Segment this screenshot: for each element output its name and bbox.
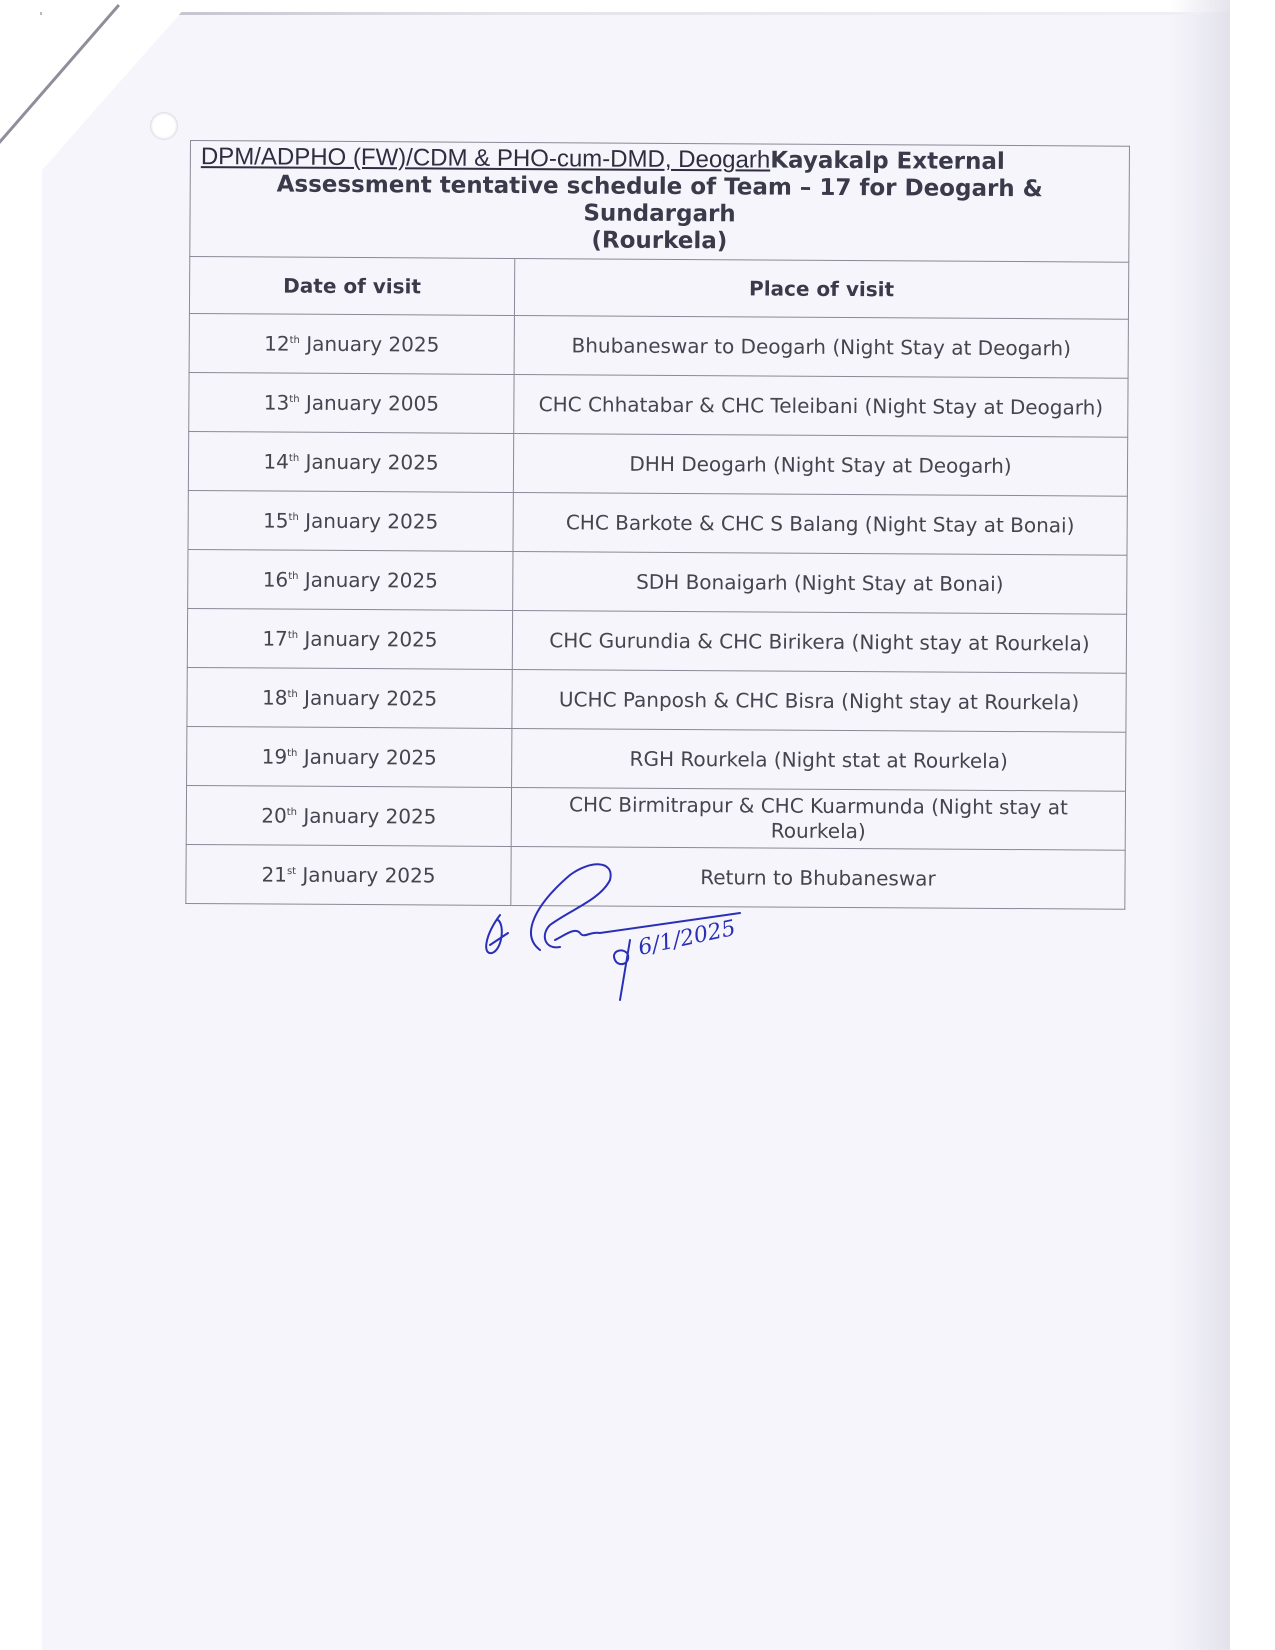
header-row (189, 257, 1128, 320)
date-month-year: January 2025 (302, 862, 436, 888)
table-row (189, 313, 1128, 378)
title-row (190, 141, 1130, 263)
table-row (187, 726, 1126, 791)
visit-place: RGH Rourkela (Night stat at Rourkela) (512, 728, 1126, 791)
folded-corner (42, 0, 192, 170)
date-suffix: th (286, 806, 298, 819)
page-shadow (1170, 0, 1230, 1650)
date-month-year: January 2025 (305, 508, 439, 534)
date-month-year: January 2025 (304, 567, 438, 593)
table-row (188, 490, 1127, 555)
schedule-table (185, 140, 1130, 910)
date-month-year: January 2025 (303, 803, 437, 829)
table-row (188, 549, 1127, 614)
date-month-year: January 2025 (305, 449, 439, 475)
date-month-year: January 2025 (303, 744, 437, 770)
date-month-year: January 2025 (306, 331, 440, 357)
header-place: Place of visit (514, 258, 1128, 319)
table-row (187, 608, 1126, 673)
date-suffix: th (288, 452, 300, 465)
date-day: 19 (261, 744, 288, 769)
date-suffix: th (289, 334, 300, 347)
date-day: 17 (262, 626, 288, 651)
visit-place: Return to Bhubaneswar (511, 846, 1125, 909)
date-day: 12 (264, 331, 290, 356)
table-row (186, 785, 1125, 850)
title-office: DPM/ADPHO (FW)/CDM & PHO-cum-DMD, Deogarh (200, 143, 771, 174)
date-day: 18 (261, 685, 288, 710)
visit-place: Bhubaneswar to Deogarh (Night Stay at Deogarh) (514, 315, 1128, 378)
visit-date (186, 785, 511, 846)
visit-place: CHC Gurundia & CHC Birikera (Night stay at Rourkela) (512, 610, 1126, 673)
visit-place: CHC Birmitrapur & CHC Kuarmunda (Night stay at Rourkela) (511, 787, 1125, 850)
date-day: 14 (263, 449, 289, 474)
date-suffix: th (288, 511, 299, 524)
visit-date (189, 372, 514, 433)
date-day: 15 (263, 508, 289, 533)
visit-place: UCHC Panposh & CHC Bisra (Night stay at Rourkela) (512, 669, 1126, 732)
date-day: 21 (261, 862, 288, 887)
visit-date (188, 431, 513, 492)
visit-date (186, 844, 511, 905)
date-suffix: th (289, 393, 300, 406)
visit-place: DHH Deogarh (Night Stay at Deogarh) (513, 433, 1127, 496)
date-day: 20 (261, 803, 287, 828)
visit-date (187, 667, 512, 728)
date-month-year: January 2025 (304, 685, 438, 711)
visit-date (187, 608, 512, 669)
handwritten-signature (480, 855, 780, 1005)
visit-date (189, 313, 514, 374)
document-title (190, 141, 1130, 263)
date-suffix: th (287, 688, 298, 701)
scan-edge-left (0, 0, 42, 1650)
signature-date: 6/1/2025 (636, 915, 738, 961)
date-month-year: January 2025 (304, 626, 438, 652)
visit-date (187, 726, 512, 787)
title-kayakalp: Kayakalp External (770, 147, 1005, 175)
visit-date (188, 549, 513, 610)
date-day: 16 (262, 567, 289, 592)
date-suffix: th (287, 747, 298, 760)
date-suffix: th (288, 570, 299, 583)
schedule-document (185, 140, 1130, 910)
date-suffix: th (287, 629, 299, 642)
table-row (189, 372, 1128, 437)
table-row (187, 667, 1126, 732)
visit-place: SDH Bonaigarh (Night Stay at Bonai) (513, 551, 1127, 614)
page-top-edge (40, 12, 1200, 15)
visit-place: CHC Barkote & CHC S Balang (Night Stay at Bonai) (513, 492, 1127, 555)
header-date: Date of visit (189, 257, 514, 316)
title-line-2: Assessment tentative schedule of Team – 17 for Deogarh & Sundargarh (276, 171, 1043, 228)
table-row (188, 431, 1127, 496)
visit-place: CHC Chhatabar & CHC Teleibani (Night Stay at Deogarh) (514, 374, 1128, 437)
visit-date (188, 490, 513, 551)
date-day: 13 (263, 390, 290, 415)
date-suffix: st (286, 865, 297, 878)
title-line-3: (Rourkela) (591, 227, 728, 255)
punch-hole (150, 112, 178, 140)
date-month-year: January 2005 (305, 390, 440, 416)
scan-edge-right (1230, 0, 1275, 1650)
